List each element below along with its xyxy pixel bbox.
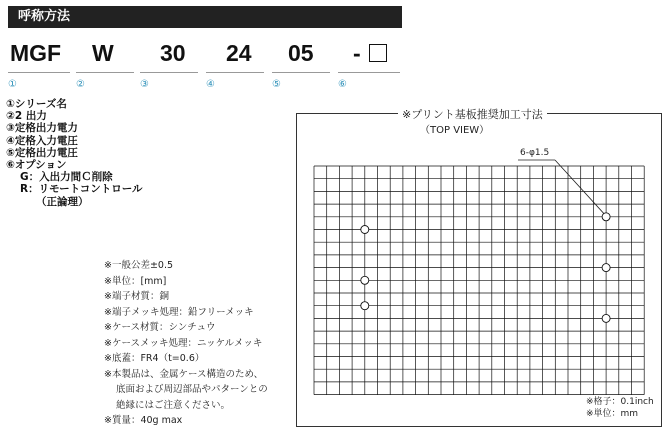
legend-item: ③定格出力電力 (6, 122, 78, 135)
note-item: ※一般公差±0.5 (104, 260, 174, 271)
code-part-input: 24 (226, 40, 252, 66)
pcb-hole (361, 302, 369, 310)
code-part-output-voltage: 05 (288, 40, 314, 66)
pcb-layout-subtitle: （TOP VIEW） (420, 125, 490, 136)
code-marker: ① (8, 79, 17, 90)
legend-item: G：入出力間Ｃ削除 (20, 171, 113, 184)
note-item: ※ケース材質：シンチュウ (104, 322, 216, 333)
note-item: ※端子メッキ処理：鉛フリーメッキ (104, 306, 254, 318)
pcb-hole (361, 226, 369, 234)
legend-item: ①シリーズ名 (6, 98, 67, 110)
code-marker: ⑥ (338, 79, 347, 90)
pcb-hole (602, 314, 610, 322)
legend-item: R：リモートコントロール (20, 183, 143, 196)
pcb-hole (361, 276, 369, 284)
note-item: ※単位：[mm] (104, 275, 167, 287)
pcb-hole (602, 264, 610, 272)
pcb-hole (602, 213, 610, 221)
grid-pitch-note: ※格子：0.1inch (586, 397, 654, 407)
code-marker: ④ (206, 79, 215, 90)
hole-dimension-label: 6-φ1.5 (520, 148, 550, 158)
note-item: ※底蓋：FR4（t=0.6） (104, 353, 205, 364)
pcb-layout-title: ※プリント基板推奨加工寸法 (398, 106, 547, 122)
section-title: 呼称方法 (18, 9, 71, 24)
note-item: ※端子材質：銅 (104, 291, 169, 302)
note-item: 絶縁にはご注意ください。 (116, 399, 231, 411)
legend-item: ④定格入力電圧 (6, 134, 78, 147)
unit-note: ※単位：mm (586, 409, 639, 419)
code-part-power: 30 (160, 40, 186, 66)
code-marker: ② (76, 79, 85, 90)
note-item: ※本製品は、金属ケース構造のため、 (104, 368, 264, 380)
code-marker: ⑤ (272, 79, 281, 90)
note-item: ※ケースメッキ処理：ニッケルメッキ (104, 337, 263, 349)
code-part-option-dash: - (353, 40, 361, 66)
note-item: ※質量：40g max (104, 415, 183, 426)
code-marker: ③ (140, 79, 149, 90)
legend-item: ⑥オプション (6, 159, 67, 172)
hole-leader-line (555, 160, 604, 214)
legend-item: ⑤定格出力電圧 (6, 146, 78, 159)
code-part-series: MGF (10, 40, 62, 66)
legend-item: ②2 出力 (6, 110, 47, 123)
note-item: 底面および周辺部品やパターンとの (116, 384, 268, 395)
code-part-outputs: W (92, 40, 114, 66)
legend-item: （正論理） (36, 195, 89, 208)
